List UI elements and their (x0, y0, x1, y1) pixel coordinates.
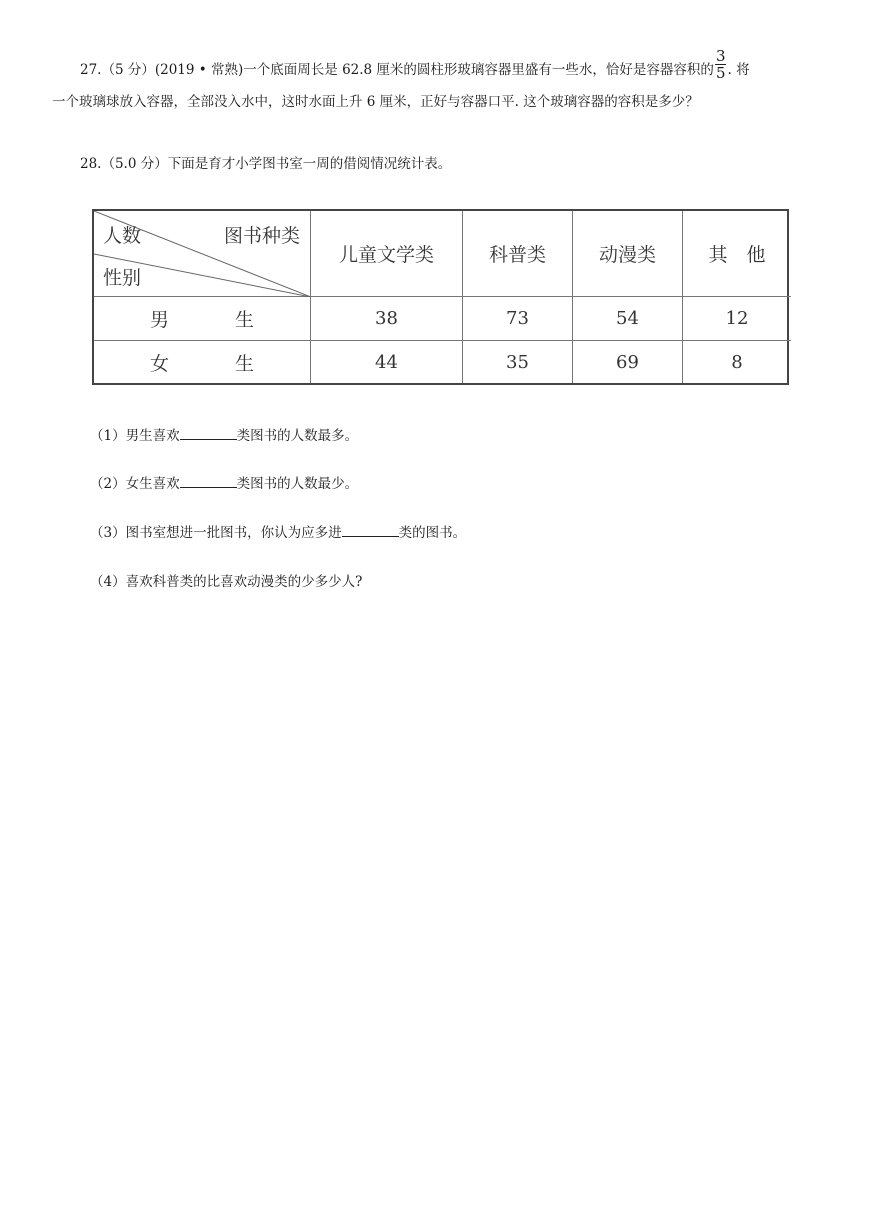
table-cell: 35 (463, 341, 573, 383)
row-label-girls: 女 生 (94, 341, 311, 383)
corner-label-gender: 性别 (103, 267, 142, 289)
sub-question-3-text-a: （3）图书室想进一批图书，你认为应多进 (90, 525, 342, 541)
answer-blank-1[interactable] (180, 425, 237, 440)
sub-question-4: （4）喜欢科普类的比喜欢动漫类的少多少人? (90, 574, 363, 590)
column-header: 儿童文学类 (311, 211, 463, 297)
table-cell: 54 (573, 297, 683, 341)
question-27-text-a: 27.（5 分）(2019 • 常熟)一个底面周长是 62.8 厘米的圆柱形玻璃容器里盛有一些水，恰好是容器容积的 (80, 62, 714, 78)
table-cell: 38 (311, 297, 463, 341)
sub-question-1 (90, 424, 358, 444)
table-corner-header (94, 211, 311, 297)
table-cell: 73 (463, 297, 573, 341)
corner-label-count: 人数 (103, 225, 142, 247)
sub-question-2 (90, 472, 358, 492)
sub-question-3 (90, 521, 466, 541)
borrowing-stats-table (92, 209, 789, 385)
column-header: 其 他 (683, 211, 791, 297)
sub-question-3-text-b: 类的图书。 (398, 525, 467, 541)
corner-label-category: 图书种类 (223, 225, 300, 247)
fraction-three-fifths (715, 48, 727, 81)
question-28-title: 28.（5.0 分）下面是育才小学图书室一周的借阅情况统计表。 (80, 156, 452, 172)
question-27-text-b: . 将 (727, 62, 750, 78)
question-27-line-2: 一个玻璃球放入容器，全部没入水中，这时水面上升 6 厘米，正好与容器口平. 这个玻璃容器的容积是多少？ (52, 94, 699, 110)
question-27 (52, 47, 822, 117)
column-header: 科普类 (463, 211, 573, 297)
column-header: 动漫类 (573, 211, 683, 297)
fraction-numerator: 3 (715, 47, 726, 65)
sub-question-1-text-b: 类图书的人数最多。 (236, 428, 359, 444)
answer-blank-2[interactable] (180, 473, 237, 488)
table-cell: 12 (683, 297, 791, 341)
row-label-boys: 男 生 (94, 297, 311, 341)
sub-question-2-text-a: （2）女生喜欢 (90, 476, 180, 492)
fraction-denominator: 5 (715, 64, 726, 82)
answer-blank-3[interactable] (342, 522, 399, 537)
sub-question-2-text-b: 类图书的人数最少。 (236, 476, 359, 492)
table-cell: 8 (731, 351, 743, 373)
question-27-line-1 (52, 47, 822, 87)
sub-question-1-text-a: （1）男生喜欢 (90, 428, 180, 444)
table-cell: 44 (311, 341, 463, 383)
table-cell: 69 (573, 341, 683, 383)
